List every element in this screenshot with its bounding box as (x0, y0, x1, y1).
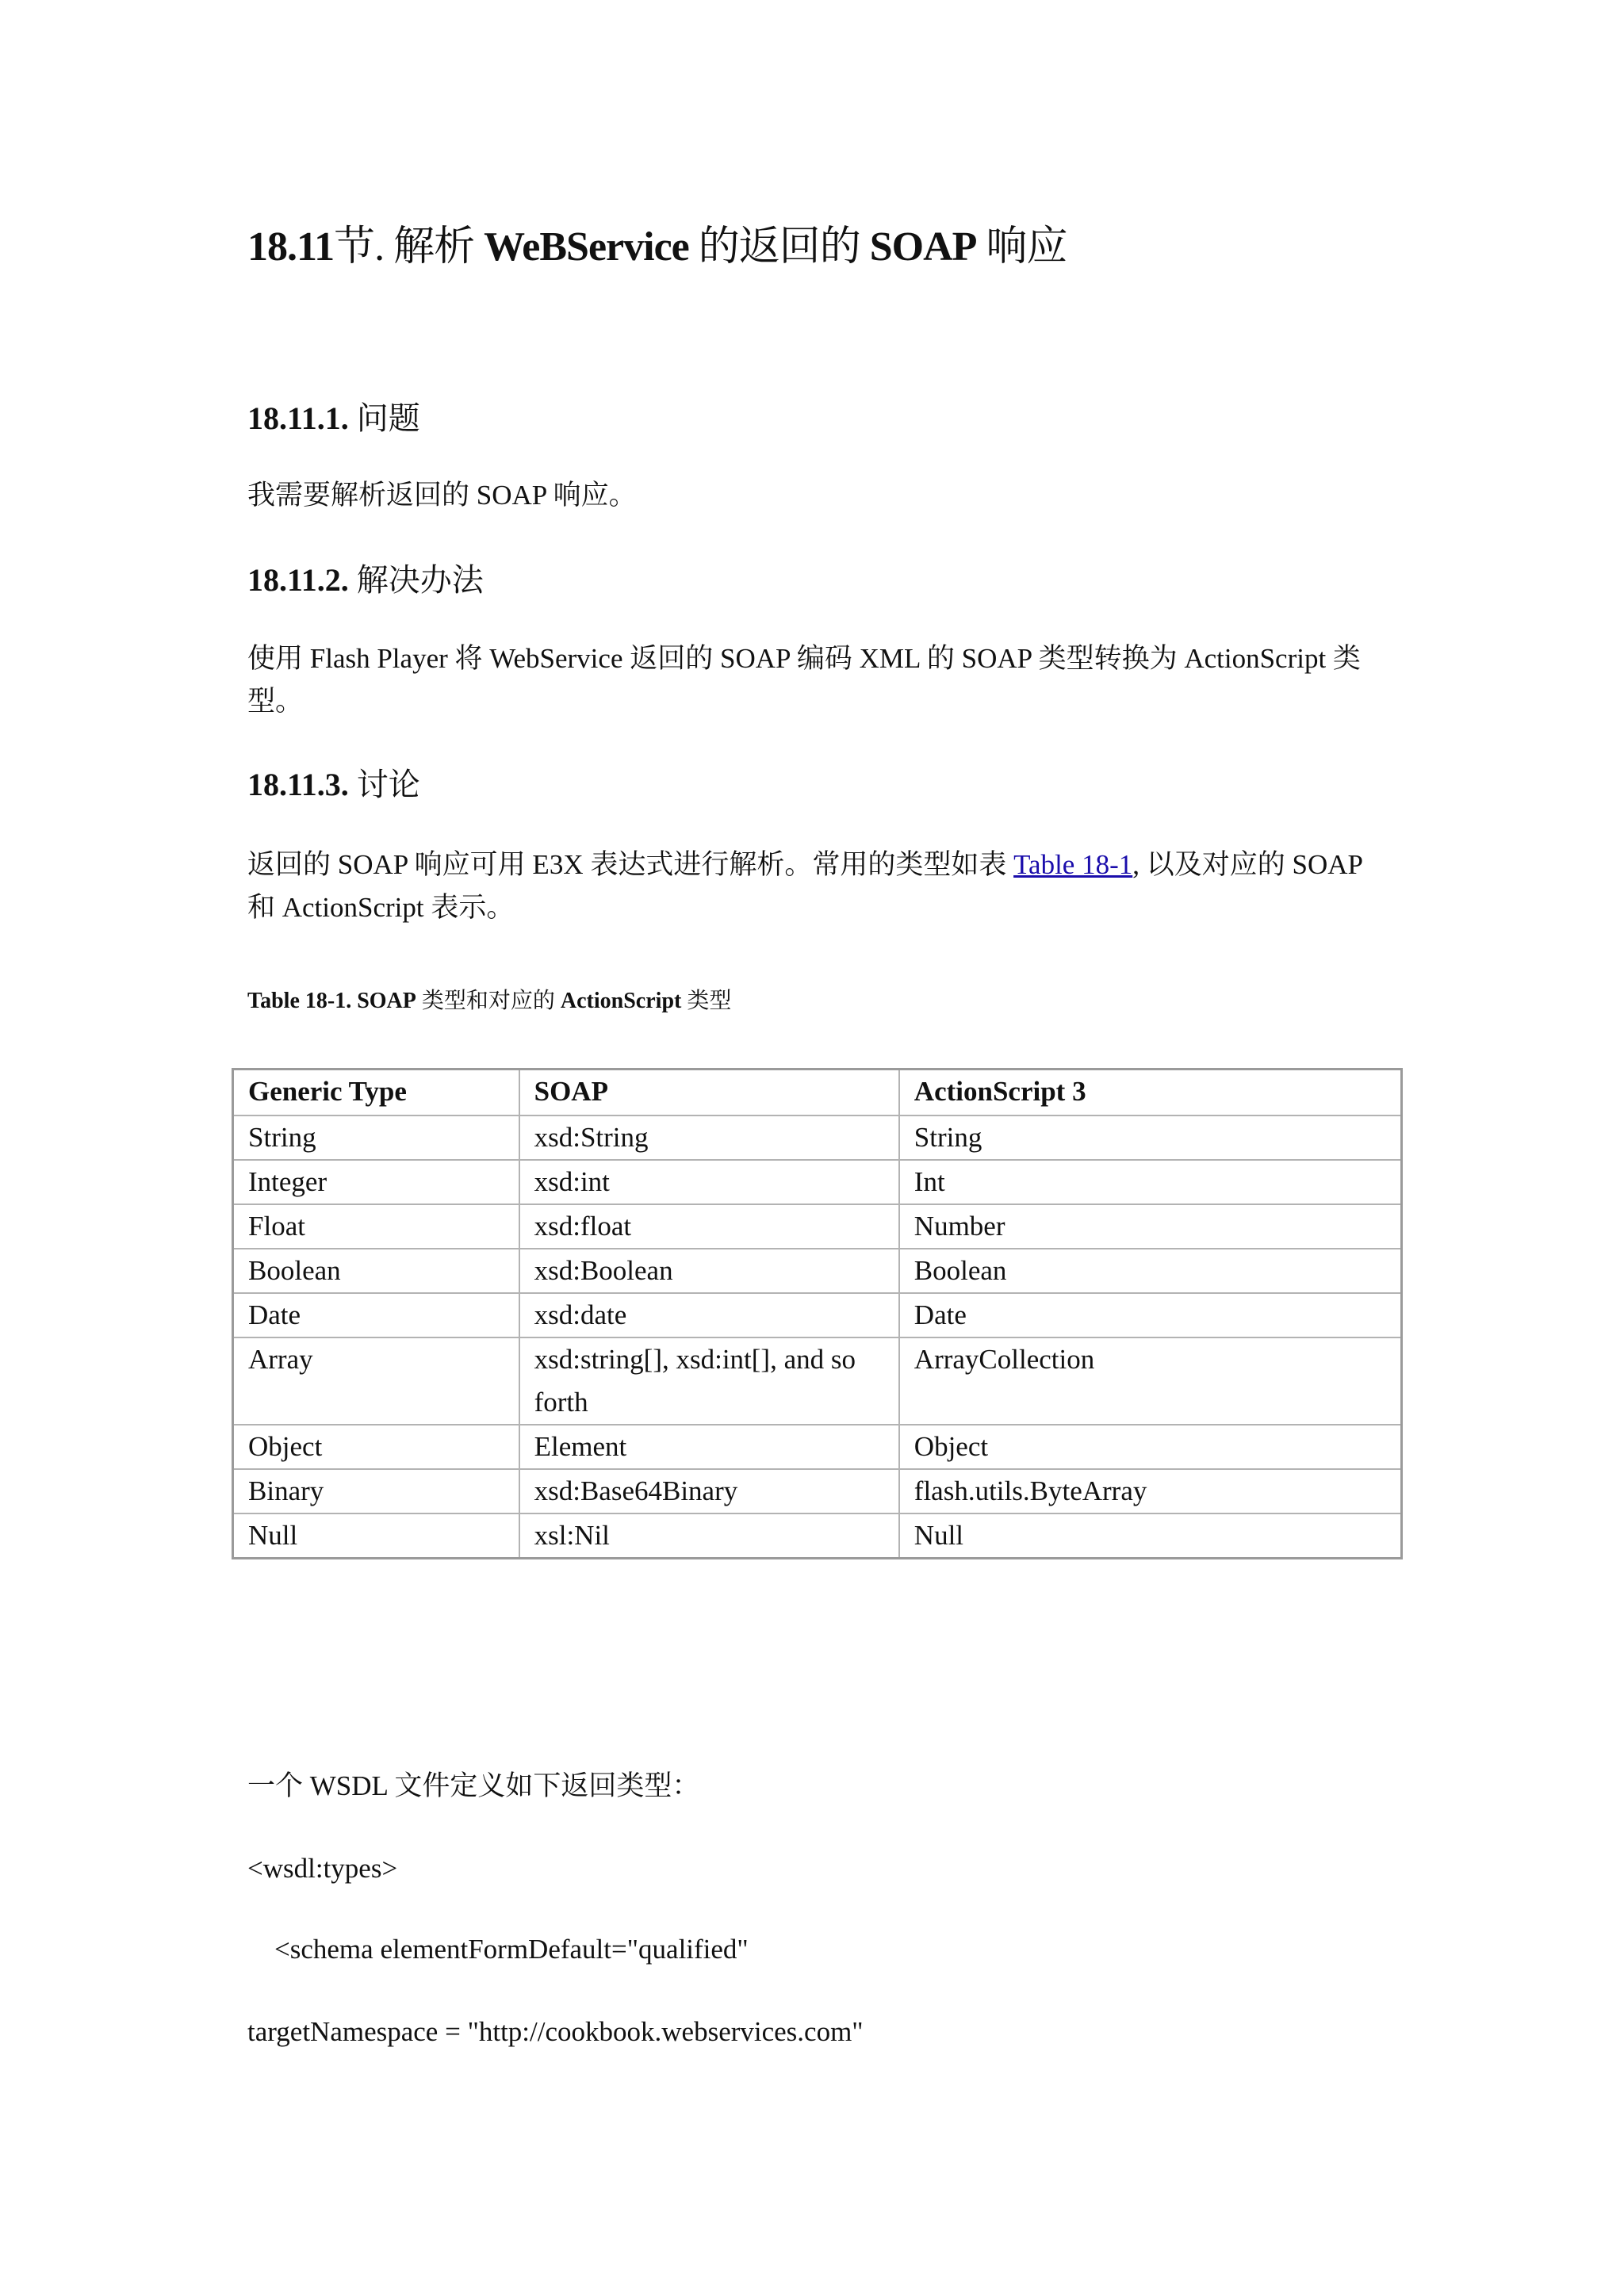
cell-actionscript: flash.utils.ByteArray (899, 1469, 1402, 1513)
header-generic-type: Generic Type (233, 1070, 519, 1116)
cell-generic: Float (233, 1204, 519, 1249)
header-actionscript: ActionScript 3 (899, 1070, 1402, 1116)
title-bold-b: SOAP (869, 224, 977, 270)
soap-types-table (232, 1068, 1403, 1559)
discussion-text-before: 返回的 SOAP 响应可用 E3X 表达式进行解析。常用的类型如表 (247, 849, 1014, 880)
solution-body: 使用 Flash Player 将 WebService 返回的 SOAP 编码 XML 的 SOAP 类型转换为 ActionScript 类型。 (247, 643, 1361, 717)
cell-generic: Date (233, 1293, 519, 1337)
cell-generic: Object (233, 1425, 519, 1469)
solution-heading-number: 18.11.2. (247, 562, 349, 598)
discussion-heading (247, 760, 420, 805)
cell-soap: xsd:string[], xsd:int[], and so forth (519, 1337, 899, 1425)
title-bold-a: WeBService (484, 224, 689, 270)
cell-generic: Boolean (233, 1249, 519, 1293)
table-row (233, 1293, 1402, 1337)
table-row (233, 1204, 1402, 1249)
table-row (233, 1425, 1402, 1469)
discussion-body (247, 844, 1389, 929)
solution-heading (247, 555, 484, 600)
cell-actionscript: Object (899, 1425, 1402, 1469)
solution-heading-text: 解决办法 (356, 562, 484, 598)
problem-heading-number: 18.11.1. (247, 400, 349, 436)
wsdl-code-line-2: <schema elementFormDefault="qualified" (274, 1934, 749, 1965)
table-row (233, 1115, 1402, 1160)
table-caption-text-a: 类型和对应的 (416, 989, 561, 1013)
cell-generic: Null (233, 1513, 519, 1559)
table-caption-label: Table 18-1. SOAP (247, 989, 416, 1013)
table-caption (247, 983, 731, 1015)
cell-generic: Binary (233, 1469, 519, 1513)
section-title (247, 212, 1067, 272)
table-row (233, 1513, 1402, 1559)
cell-actionscript: Number (899, 1204, 1402, 1249)
cell-actionscript: String (899, 1115, 1402, 1160)
discussion-heading-number: 18.11.3. (247, 767, 349, 802)
section-number: 18.11 (247, 224, 335, 270)
wsdl-code-line-3: targetNamespace = "http://cookbook.webservices.com" (247, 2016, 864, 2047)
cell-soap: xsd:String (519, 1115, 899, 1160)
cell-soap: xsd:Base64Binary (519, 1469, 899, 1513)
cell-actionscript: Int (899, 1160, 1402, 1204)
table-caption-bold: ActionScript (560, 989, 682, 1013)
cell-generic: String (233, 1115, 519, 1160)
cell-soap: xsd:Boolean (519, 1249, 899, 1293)
table-header-row (233, 1070, 1402, 1116)
table-row (233, 1249, 1402, 1293)
cell-generic: Array (233, 1337, 519, 1425)
cell-soap: xsd:float (519, 1204, 899, 1249)
table-row (233, 1469, 1402, 1513)
table-reference-link[interactable]: Table 18-1 (1013, 849, 1133, 880)
title-text-a: 节. 解析 (334, 224, 485, 270)
table-row (233, 1337, 1402, 1425)
header-soap: SOAP (519, 1070, 899, 1116)
cell-actionscript: Null (899, 1513, 1402, 1559)
discussion-text-after: , 以及对应的 SOAP 和 ActionScript 表示。 (247, 849, 1362, 923)
problem-heading-text: 问题 (356, 400, 420, 436)
cell-soap: xsl:Nil (519, 1513, 899, 1559)
cell-actionscript: ArrayCollection (899, 1337, 1402, 1425)
cell-soap: xsd:date (519, 1293, 899, 1337)
table-caption-text-b: 类型 (681, 989, 732, 1013)
discussion-heading-text: 讨论 (356, 767, 420, 802)
cell-generic: Integer (233, 1160, 519, 1204)
cell-actionscript: Boolean (899, 1249, 1402, 1293)
problem-body: 我需要解析返回的 SOAP 响应。 (247, 480, 637, 511)
cell-soap: xsd:int (519, 1160, 899, 1204)
wsdl-code-line-1: <wsdl:types> (247, 1853, 398, 1884)
table-row (233, 1160, 1402, 1204)
title-text-b: 的返回的 (688, 224, 870, 270)
cell-actionscript: Date (899, 1293, 1402, 1337)
cell-soap: Element (519, 1425, 899, 1469)
problem-heading (247, 393, 420, 438)
title-text-c: 响应 (976, 224, 1067, 270)
wsdl-intro: 一个 WSDL 文件定义如下返回类型： (247, 1770, 700, 1801)
